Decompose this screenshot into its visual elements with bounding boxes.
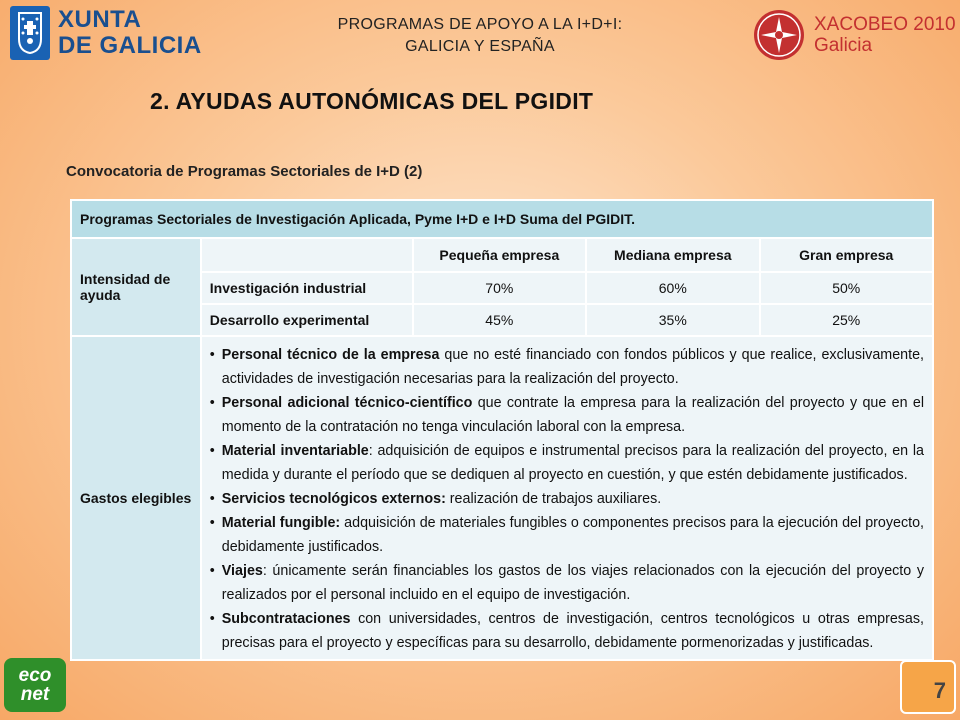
econet-line1: eco: [18, 665, 52, 686]
xunta-line1: XUNTA: [58, 6, 142, 33]
galicia-shield-icon: [10, 6, 50, 60]
item-bold: Viajes: [221, 563, 263, 579]
table-header: Programas Sectoriales de Investigación Aplicada, Pyme I+D e I+D Suma del PGIDIT.: [71, 200, 933, 238]
table-row: [71, 304, 933, 336]
econet-line2: net: [20, 684, 50, 705]
list-item: [210, 439, 924, 487]
list-item: [210, 607, 924, 655]
gastos-list: [210, 343, 924, 655]
cell-value: 45%: [413, 304, 586, 336]
xacobeo-emblem-icon: [752, 8, 806, 62]
econet-logo: [4, 658, 66, 712]
section-title: 2. AYUDAS AUTONÓMICAS DEL PGIDIT: [150, 88, 594, 114]
list-item: [210, 343, 924, 391]
cell-value: 35%: [586, 304, 759, 336]
item-bold: Personal adicional técnico-científico: [221, 395, 473, 411]
cell-value: 25%: [760, 304, 933, 336]
ayudas-table: [70, 199, 934, 661]
row-name: Desarrollo experimental: [201, 304, 413, 336]
xacobeo-2010-logo: [752, 8, 956, 62]
cell-value: 70%: [413, 272, 586, 304]
xacobeo-line2: Galicia: [814, 35, 873, 56]
header-title-line2: GALICIA Y ESPAÑA: [405, 38, 555, 55]
item-text: adquisición de materiales fungibles o componentes precisos para la ejecución del proyecto, debidamente justificados.: [221, 515, 925, 555]
item-text: : adquisición de equipos e instrumental precisos para la realización del proyecto, en la medida y durante el período que se dediquen al proyecto en cuestión, y que estén debidamente justificados.: [221, 443, 924, 483]
cell-value: 60%: [586, 272, 759, 304]
item-text: con universidades, centros de investigación, centros tecnológicos u otras empresas, precisas para el proyecto y específicas para su desarrollo, debidamente pormenorizadas y justificadas.: [221, 611, 924, 651]
item-text: : únicamente serán financiables los gastos de los viajes relacionados con la ejecución del proyecto y realizados por el personal incluido en el equipo de investigación.: [221, 563, 924, 603]
cell-value: 50%: [760, 272, 933, 304]
page-number: 7: [900, 660, 956, 714]
item-bold: Material inventariable: [221, 443, 369, 459]
gastos-label: Gastos elegibles: [71, 336, 201, 660]
column-header: Mediana empresa: [586, 238, 759, 272]
column-header: Pequeña empresa: [413, 238, 586, 272]
list-item: [210, 559, 924, 607]
column-header: Gran empresa: [760, 238, 933, 272]
item-bold: Subcontrataciones: [221, 611, 351, 627]
xunta-de-galicia-logo: [10, 6, 202, 60]
header-title-line1: PROGRAMAS DE APOYO A LA I+D+I:: [337, 16, 623, 33]
xunta-line2: DE GALICIA: [58, 32, 202, 59]
table-row: [71, 272, 933, 304]
row-name: Investigación industrial: [201, 272, 413, 304]
header-title: [290, 14, 670, 58]
item-bold: Personal técnico de la empresa: [221, 347, 440, 363]
gastos-list-cell: [201, 336, 933, 660]
list-item: [210, 391, 924, 439]
intensidad-label: Intensidad de ayuda: [71, 238, 201, 336]
xacobeo-line1: XACOBEO 2010: [814, 14, 956, 35]
item-text: realización de trabajos auxiliares.: [445, 491, 662, 507]
item-text: que contrate la empresa para la realización del proyecto y que en el momento de la contratación no tenga vinculación laboral con la empresa.: [221, 395, 924, 435]
item-bold: Servicios tecnológicos externos:: [221, 491, 446, 507]
list-item: [210, 511, 924, 559]
item-text: que no esté financiado con fondos públicos y que realice, exclusivamente, actividades de investigación necesarias para la realización del proyecto.: [221, 347, 924, 387]
list-item: [210, 487, 924, 511]
empty-corner-cell: [201, 238, 413, 272]
subtitle: Convocatoria de Programas Sectoriales de I+D (2): [66, 163, 423, 180]
item-bold: Material fungible:: [221, 515, 341, 531]
